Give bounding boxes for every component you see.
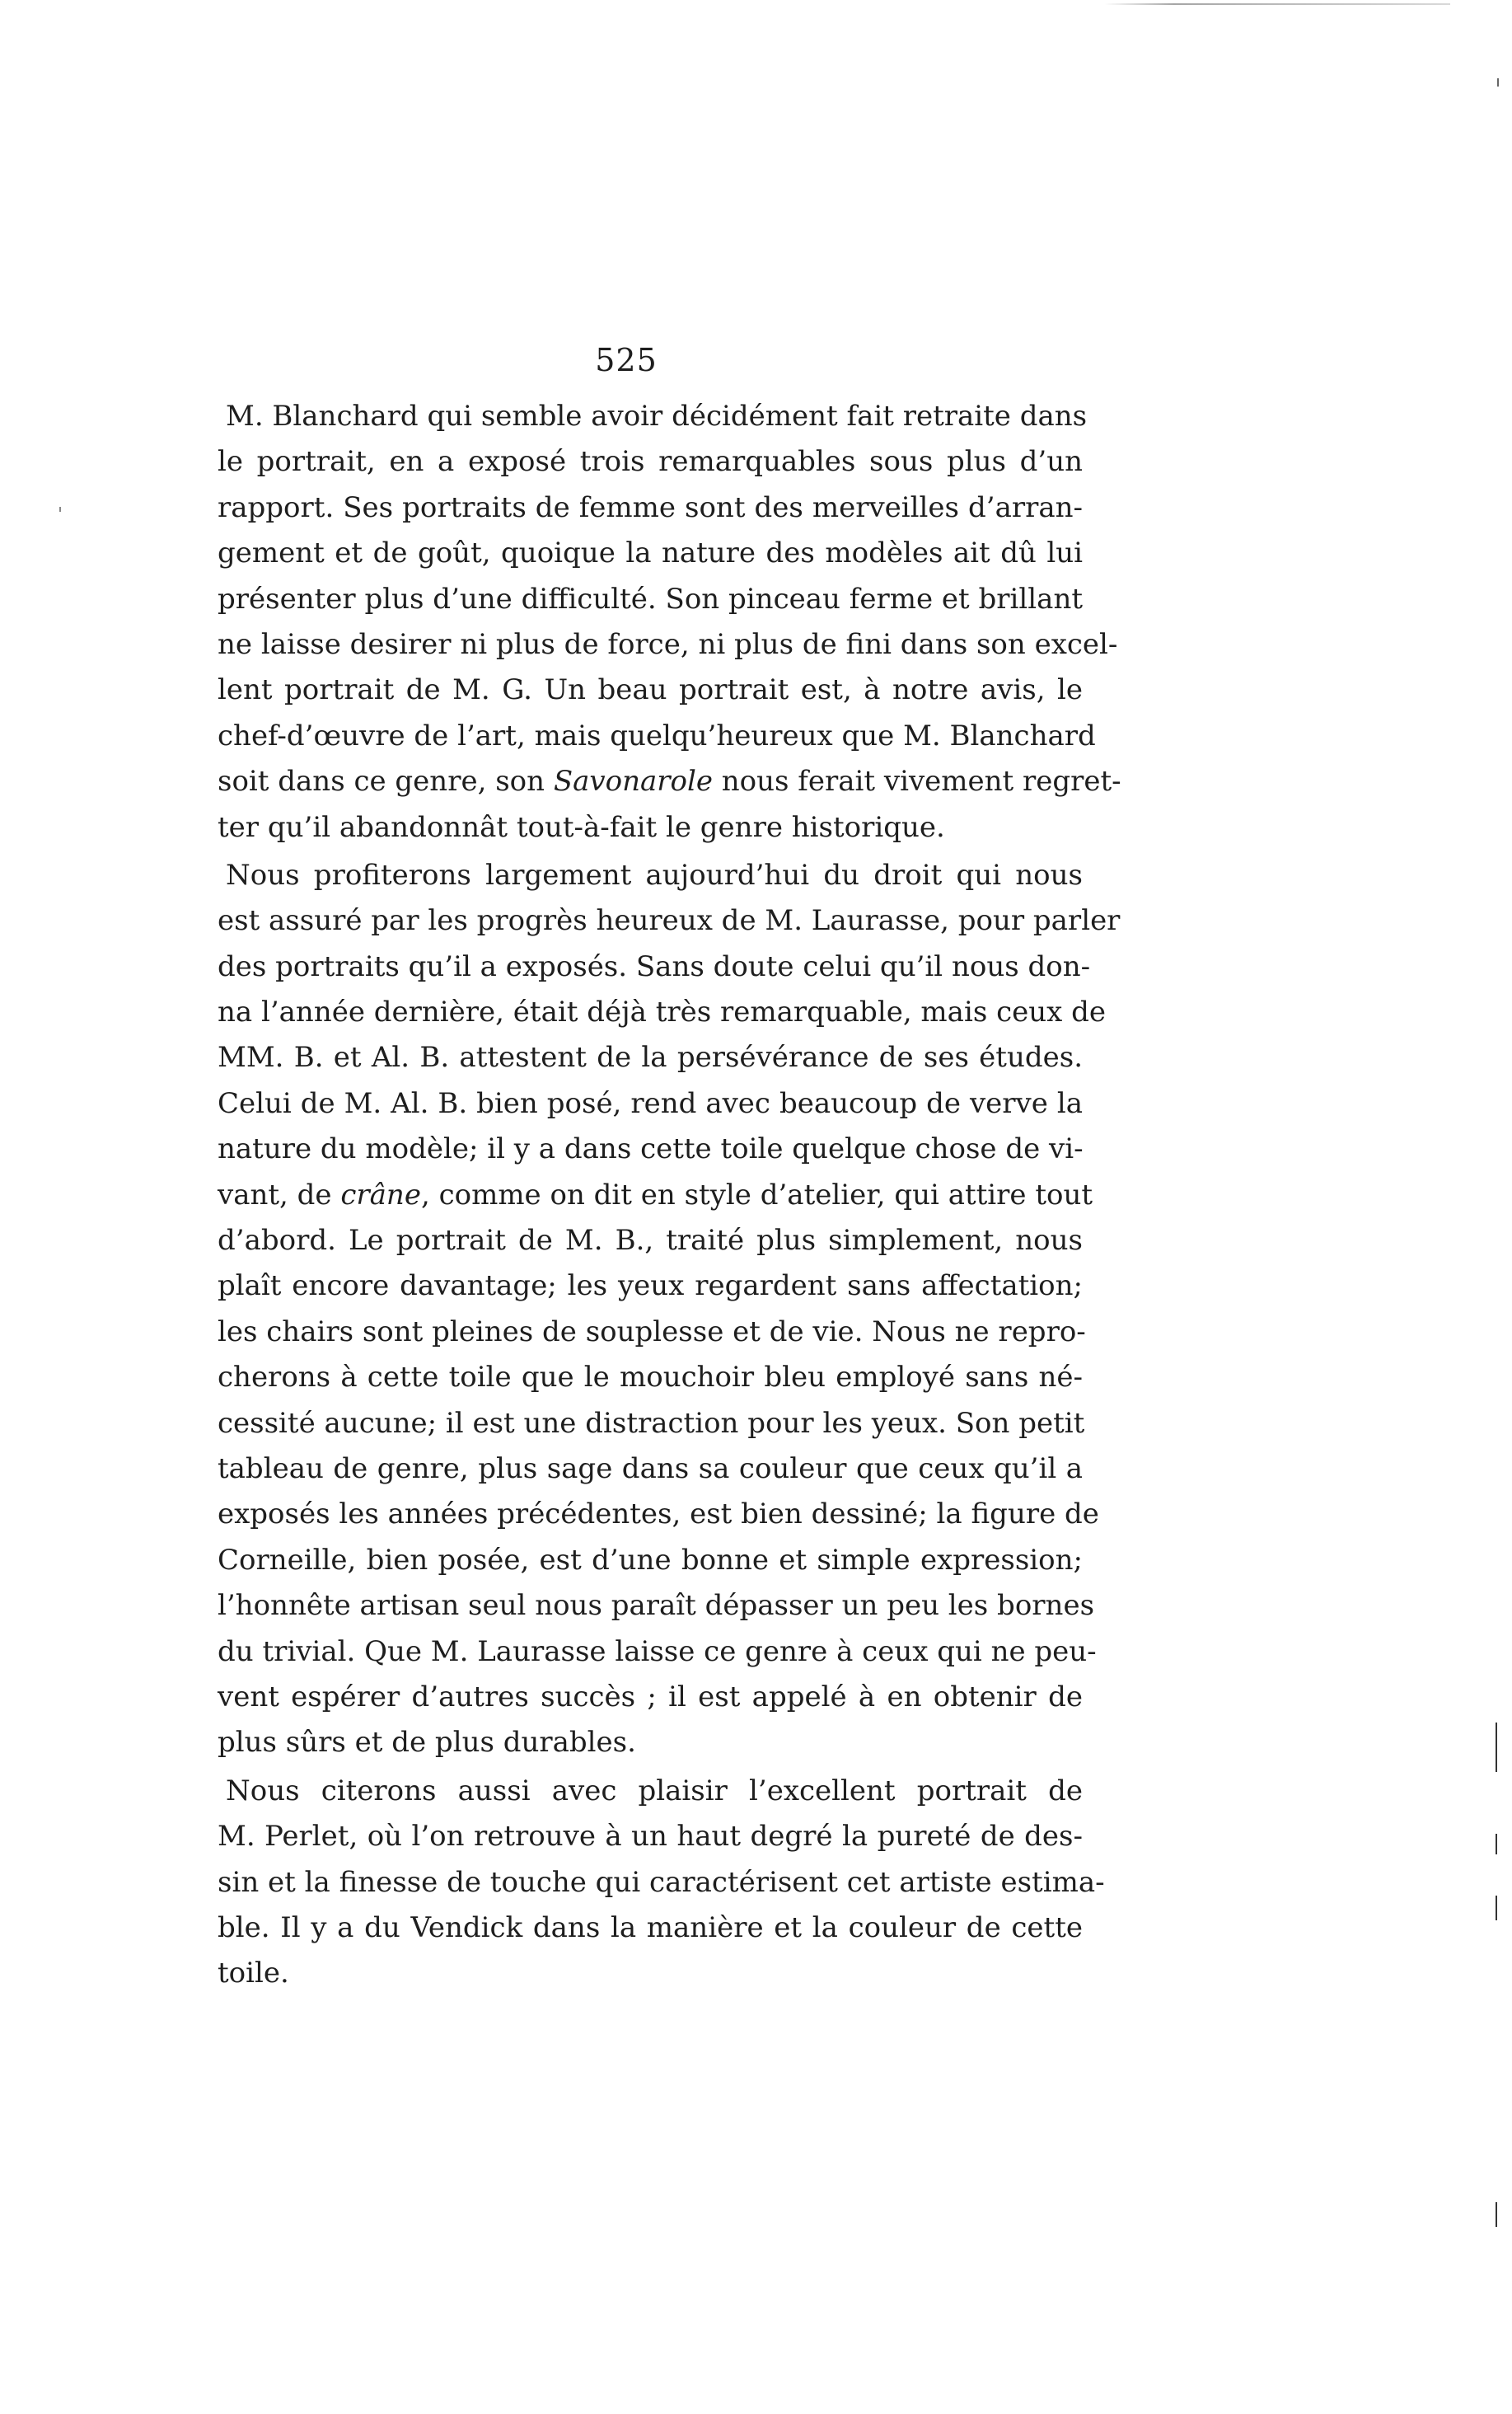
paragraph-1: [218, 394, 1121, 851]
text-line: cherons à cette toile que le mouchoir bleu employé sans né-: [218, 1361, 1083, 1394]
text-line: vent espérer d’autres succès ; il est appelé à en obtenir de: [218, 1680, 1083, 1713]
text-line: présenter plus d’une difficulté. Son pinceau ferme et brillant: [218, 582, 1083, 616]
text-line: M. Perlet, où l’on retrouve à un haut degré la pureté de des-: [218, 1820, 1083, 1854]
scan-mark: [1496, 1834, 1497, 1854]
text-line: M. Blanchard qui semble avoir décidément fait retraite dans: [226, 400, 1088, 433]
text-line: ne laisse desirer ni plus de force, ni plus de fini dans son excel-: [218, 627, 1118, 661]
text-line: nature du modèle; il y a dans cette toile quelque chose de vi-: [218, 1132, 1084, 1166]
text-line: exposés les années précédentes, est bien dessiné; la figure de: [218, 1498, 1099, 1531]
text-line: l’honnête artisan seul nous paraît dépasser un peu les bornes: [218, 1589, 1095, 1623]
text-line: rapport. Ses portraits de femme sont des merveilles d’arran-: [218, 490, 1083, 524]
text-line: ter qu’il abandonnât tout-à-fait le genre historique.: [218, 810, 945, 844]
text-line: des portraits qu’il a exposés. Sans doute celui qu’il nous don-: [218, 949, 1091, 983]
scan-mark: [1496, 1896, 1497, 1920]
text-line: na l’année dernière, était déjà très remarquable, mais ceux de: [218, 996, 1107, 1029]
italic-word: crâne: [340, 1178, 421, 1212]
scan-mark: [59, 507, 61, 512]
paragraph-3: [218, 1769, 1105, 1997]
scan-mark: [1496, 2202, 1497, 2227]
text-line: chef-d’œuvre de l’art, mais quelqu’heureux que M. Blanchard: [218, 719, 1096, 752]
text-line: toile.: [218, 1957, 289, 1990]
text-line: plaît encore davantage; les yeux regardent sans affectation;: [218, 1269, 1083, 1303]
text-line: sin et la finesse de touche qui caractérisent cet artiste estima-: [218, 1865, 1105, 1899]
text-line: ble. Il y a du Vendick dans la manière et la couleur de cette: [218, 1910, 1083, 1944]
scan-top-rule: [1104, 3, 1450, 5]
page-number: 525: [595, 342, 658, 378]
text-line: le portrait, en a exposé trois remarquables sous plus d’un: [218, 445, 1083, 479]
text-line: est assuré par les progrès heureux de M. Laurasse, pour parler: [218, 904, 1121, 938]
text-line: d’abord. Le portrait de M. B., traité plus simplement, nous: [218, 1224, 1083, 1258]
text-line: Celui de M. Al. B. bien posé, rend avec beaucoup de verve la: [218, 1086, 1083, 1120]
text-line: les chairs sont pleines de souplesse et de vie. Nous ne repro-: [218, 1315, 1086, 1348]
text-line: Corneille, bien posée, est d’une bonne et simple expression;: [218, 1543, 1083, 1577]
text-line: plus sûrs et de plus durables.: [218, 1726, 636, 1760]
scan-mark: [1497, 78, 1499, 87]
text-line: MM. B. et Al. B. attestent de la persévérance de ses études.: [218, 1041, 1083, 1075]
text-line: tableau de genre, plus sage dans sa couleur que ceux qu’il a: [218, 1451, 1083, 1485]
text-line-with-italic: soit dans ce genre, son Savonarole nous ferait vivement regret-: [218, 765, 1121, 799]
scan-mark: [1496, 1723, 1497, 1772]
text-line: Nous citerons aussi avec plaisir l’excellent portrait de: [226, 1774, 1083, 1807]
text-line: cessité aucune; il est une distraction pour les yeux. Son petit: [218, 1406, 1085, 1440]
italic-title: Savonarole: [553, 765, 713, 799]
text-line: gement et de goût, quoique la nature des modèles ait dû lui: [218, 537, 1083, 570]
text-line: lent portrait de M. G. Un beau portrait est, à notre avis, le: [218, 673, 1083, 707]
text-line-with-italic: vant, de crâne, comme on dit en style d’atelier, qui attire tout: [218, 1178, 1093, 1212]
paragraph-2: [218, 853, 1121, 1766]
body-text: [218, 394, 1121, 1997]
text-line: du trivial. Que M. Laurasse laisse ce genre à ceux qui ne peu-: [218, 1634, 1097, 1668]
text-line: Nous profiterons largement aujourd’hui du droit qui nous: [226, 858, 1083, 892]
